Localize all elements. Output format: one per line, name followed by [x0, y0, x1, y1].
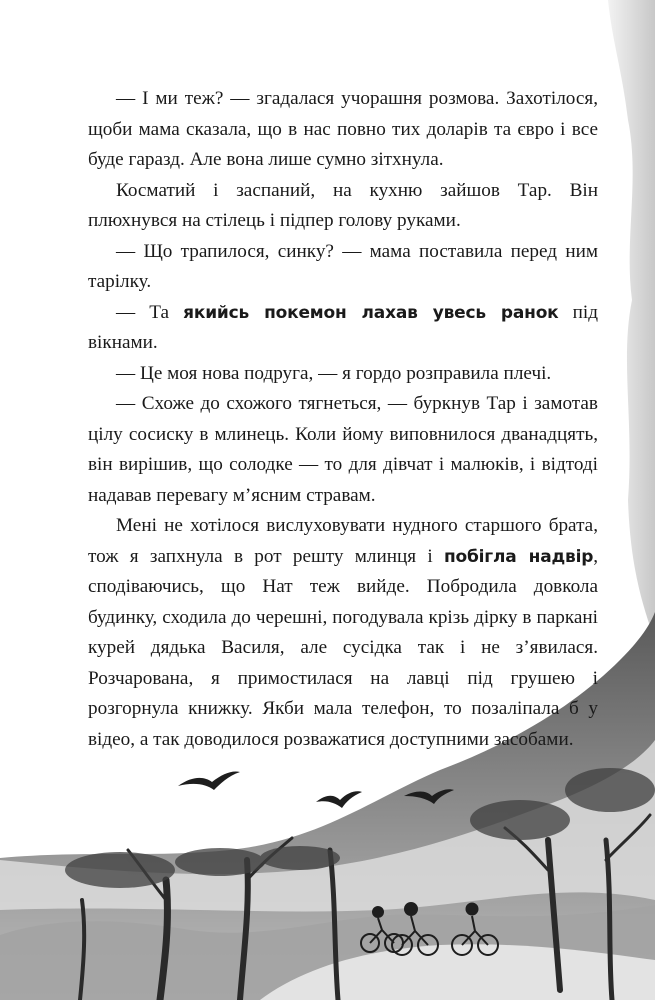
text-run: — Що трапилося, синку? — мама поставила перед ним тарілку. [88, 240, 598, 292]
text-run: — І ми теж? — згадалася учорашня розмова. Захотілося, щоби мама сказала, що в нас повно тих доларів та євро і все буде гаразд. Але вона лише сумно зітхнула. [88, 88, 598, 170]
emphasized-text: якийсь покемон лахав увесь ранок [183, 302, 559, 323]
emphasized-text: побігла надвір [443, 546, 594, 567]
right-edge-wash [608, 0, 655, 640]
text-run: Мені не хотілося вислуховувати нудного старшого брата, тож я запхнула в рот решту млинця і [88, 515, 598, 567]
text-run: Косматий і заспаний, на кухню зайшов Тар. Він плюхнувся на стілець і підпер голову руками. [88, 179, 598, 231]
text-run: під вікнами. [88, 301, 599, 353]
paragraph [88, 237, 598, 298]
text-run: — Це моя нова подруга, — я гордо розправила плечі. [116, 362, 552, 384]
paragraph [88, 389, 598, 511]
paragraph [88, 298, 598, 359]
paragraph [88, 84, 598, 176]
bird-icon [178, 771, 240, 790]
text-run: , сподіваючись, що Нат теж вийде. Побродила довкола будинку, сходила до черешні, погодувала крізь дірку в паркані курей дядька Василя, але сусідка так і не з’явилася. Розчарована, я примостилася на лавці під грушею і розгорнула книжку. Якби мала телефон, то позаліпала б у відео, а так доводилося розважатися доступними засобами. [88, 545, 598, 750]
paragraph [88, 359, 598, 390]
text-run: — Та [116, 301, 184, 323]
bird-icon [316, 791, 362, 808]
paragraph [88, 176, 598, 237]
text-run: — Схоже до схожого тягнеться, — буркнув Тар і замотав цілу сосиску в млинець. Коли йому виповнилося дванадцять, він вирішив, що солодке — то для дівчат і малюків, і відтоді надавав перевагу м’ясним стравам. [88, 393, 598, 506]
paragraph [88, 511, 598, 755]
body-text [88, 84, 598, 755]
